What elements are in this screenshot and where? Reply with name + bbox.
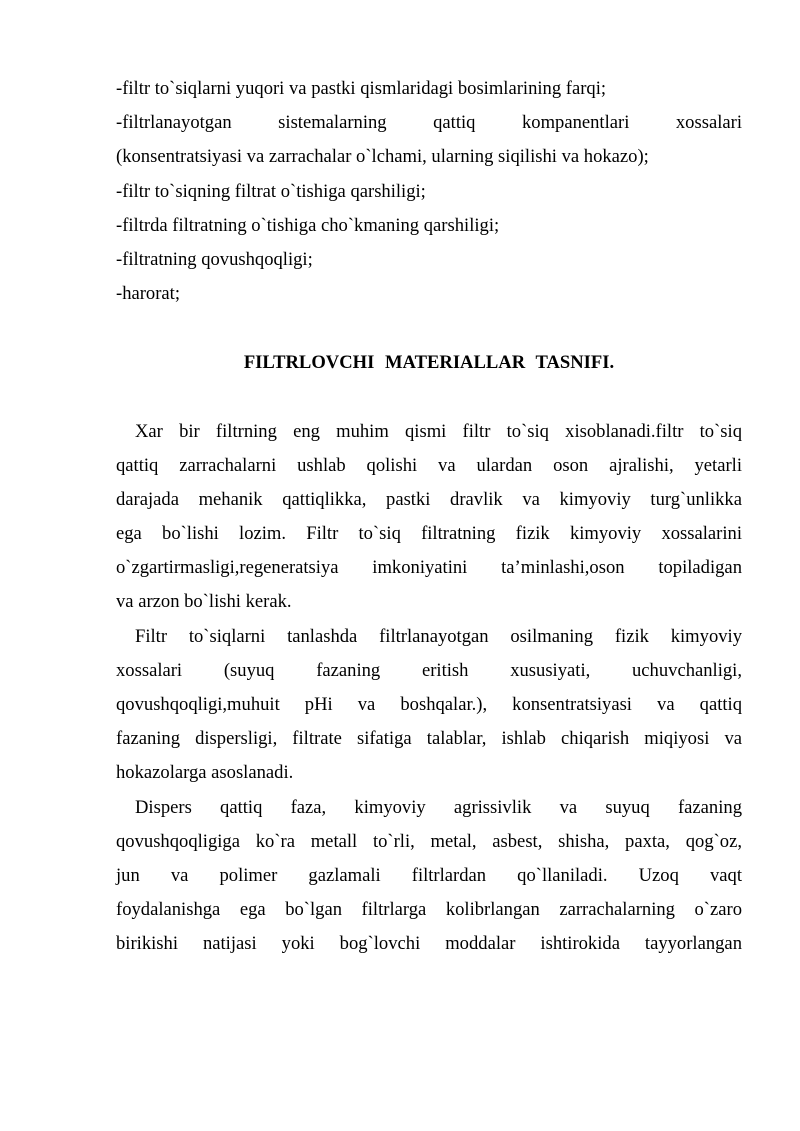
paragraph-line: ega bo`lishi lozim. Filtr to`siq filtratning fizik kimyoviy xossalarini: [116, 523, 742, 545]
paragraph-line: foydalanishga ega bo`lgan filtrlarga kolibrlangan zarrachalarning o`zaro: [116, 899, 742, 921]
list-item: -filtratning qovushqoqligi;: [116, 248, 313, 270]
paragraph-1: [116, 415, 742, 620]
list-item: -filtrda filtratning o`tishiga cho`kmaning qarshiligi;: [116, 214, 500, 236]
paragraph-line: Dispers qattiq faza, kimyoviy agrissivlik va suyuq fazaning: [135, 796, 742, 818]
list-item: -filtr to`siqlarni yuqori va pastki qismlaridagi bosimlarining farqi;: [116, 78, 607, 99]
paragraph-line: fazaning dispersligi, filtrate sifatiga talablar, ishlab chiqarish miqiyosi va: [116, 728, 742, 750]
paragraph-line: o`zgartirmasligi,regeneratsiya imkoniyatini ta’minlashi,oson topiladigan: [116, 557, 742, 579]
paragraph-3: [116, 791, 742, 962]
paragraph-line: birikishi natijasi yoki bog`lovchi moddalar ishtirokida tayyorlangan: [116, 933, 742, 955]
paragraph-line: qovushqoqligi,muhuit pHi va boshqalar.), konsentratsiyasi va qattiq: [116, 694, 742, 716]
document-page: [116, 72, 742, 962]
list-item: -harorat;: [116, 283, 181, 305]
paragraph-line: Filtr to`siqlarni tanlashda filtrlanayotgan osilmaning fizik kimyoviy: [135, 625, 742, 647]
paragraph-line: xossalari (suyuq fazaning eritish xususiyati, uchuvchanligi,: [116, 659, 742, 681]
paragraph-2: [116, 620, 742, 791]
paragraph-line: darajada mehanik qattiqlikka, pastki dravlik va kimyoviy turg`unlikka: [116, 488, 742, 510]
section-heading: FILTRLOVCHI MATERIALLAR TASNIFI.: [243, 352, 615, 374]
list-item: -filtrlanayotgan sistemalarning qattiq kompanentlari xossalari: [116, 112, 742, 134]
paragraph-line: qovushqoqligiga ko`ra metall to`rli, metal, asbest, shisha, paxta, qog`oz,: [116, 830, 742, 852]
paragraph-line: jun va polimer gazlamali filtrlardan qo`llaniladi. Uzoq vaqt: [116, 864, 742, 886]
list-item: (konsentratsiyasi va zarrachalar o`lchami, ularning siqilishi va hokazo);: [116, 146, 649, 168]
paragraph-line: qattiq zarrachalarni ushlab qolishi va ulardan oson ajralishi, yetarli: [116, 454, 742, 476]
parameter-list: [116, 72, 742, 311]
paragraph-line: va arzon bo`lishi kerak.: [116, 591, 292, 613]
list-item: -filtr to`siqning filtrat o`tishiga qarshiligi;: [116, 180, 426, 202]
paragraph-line: hokazolarga asoslanadi.: [116, 762, 294, 784]
paragraph-line: Xar bir filtrning eng muhim qismi filtr to`siq xisoblanadi.filtr to`siq: [135, 420, 742, 442]
